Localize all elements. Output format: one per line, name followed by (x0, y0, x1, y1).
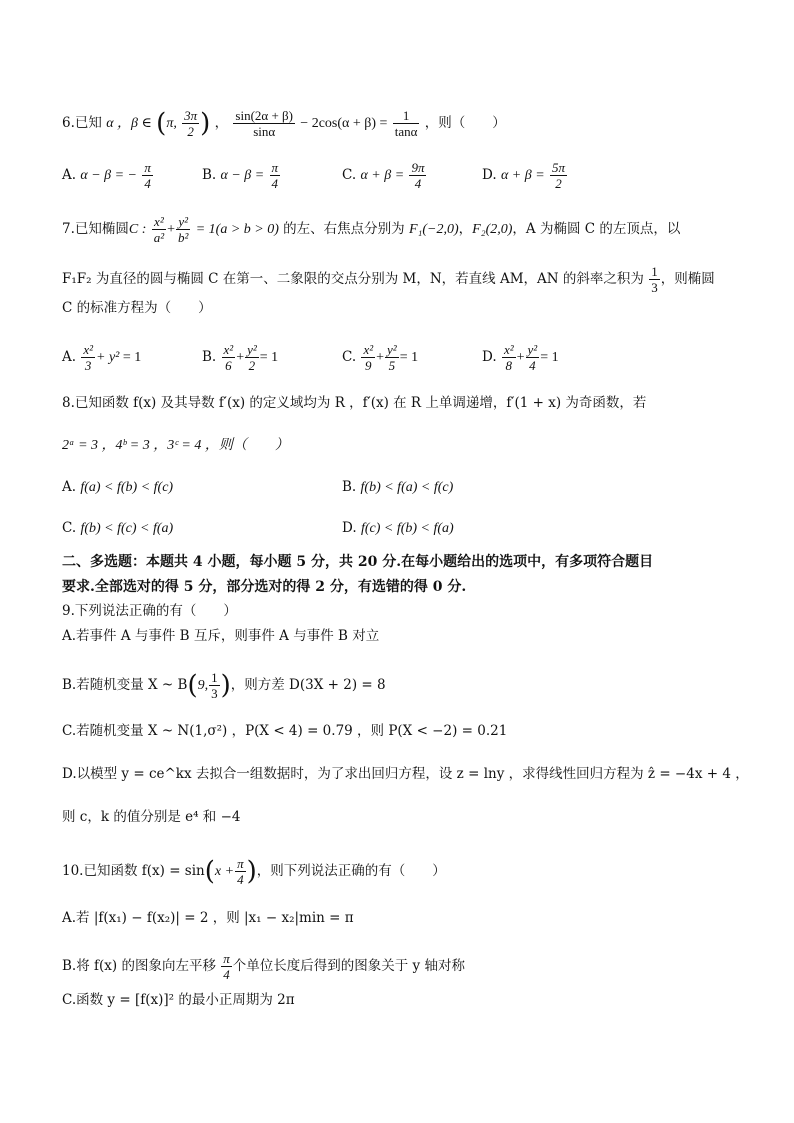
q7-options (0, 342, 794, 373)
q7-option-b[interactable]: B. $\frac{\text{x²}}{6}$ + $\frac{\text{y²}}{2}$ = 1 (202, 342, 279, 373)
q8-options-row2 (0, 518, 794, 538)
section-heading-line2: 要求.全部选对的得 5 分，部分选对的得 2 分，有选错的得 0 分. (62, 579, 467, 595)
q9-option-d-line1[interactable]: D.以模型 y = ce^kx 去拟合一组数据时，为了求出回归方程，设 z = lny ，求得线性回归方程为 ẑ = −4x + 4 ， (62, 766, 749, 782)
q6-stem: 6.已知 α ，β ∈ (π, $\frac{3\pi}{2}$ ) ， $\frac{\sin(2\alpha + \beta)}{\sin\alpha}$ − 2cos(α + β) = $\frac{1}{\tan\alpha}$ ，则（ ） (62, 108, 506, 139)
q6-option-c[interactable]: C. α + β = $\frac{9\pi}{4}$ (342, 160, 425, 191)
q7-stem-line1: 7.已知椭圆C : $\frac{\text{x²}}{\text{a²}}$ + $\frac{\text{y²}}{\text{b²}}$ = 1(a > b > 0) 的左、右焦点分别为 F₁(−2,0)，F₂(2,0)，A 为椭圆 C 的左顶点，以 (62, 214, 681, 245)
q8-option-c[interactable]: C. f(b) < f(c) < f(a) (62, 520, 174, 536)
q8-options-row1 (0, 477, 794, 497)
q8-option-d[interactable]: D. f(c) < f(b) < f(a) (342, 520, 454, 536)
section-heading-line1: 二、多选题：本题共 4 小题，每小题 5 分，共 20 分.在每小题给出的选项中，有多项符合题目 (62, 554, 654, 570)
q10-option-b[interactable]: B.将 f(x) 的图象向左平移 $\frac{\pi}{4}$ 个单位长度后得到的图象关于 y 轴对称 (62, 951, 465, 982)
q6-option-d[interactable]: D. α + β = $\frac{5\pi}{2}$ (482, 160, 565, 191)
q7-ratio-fraction: $\frac{1}{3}$ (651, 264, 658, 295)
q7-curve: C : (128, 222, 147, 237)
q6-options (0, 160, 794, 191)
q7-stem-line3: C 的标准方程为（ ） (62, 300, 212, 316)
q10-stem: 10.已知函数 f(x) = sin(x + $\frac{\pi}{4}$ )，则下列说法正确的有（ ） (62, 856, 446, 887)
q6-option-a[interactable]: A. α − β = − $\frac{\pi}{4}$ (62, 160, 151, 191)
q6-interval-fraction: $\frac{3\pi}{2}$ (184, 108, 198, 139)
q7-option-d[interactable]: D. $\frac{\text{x²}}{8}$ + $\frac{\text{y²}}{4}$ = 1 (482, 342, 559, 373)
q10-option-c[interactable]: C.函数 y = [f(x)]² 的最小正周期为 2π (62, 992, 295, 1008)
q9-option-c[interactable]: C.若随机变量 X ~ N(1,σ²) ，P(X < 4) = 0.79 ，则 P(X < −2) = 0.21 (62, 723, 508, 739)
q7-option-a[interactable]: A. $\frac{\text{x²}}{3}$ + y² = 1 (62, 342, 142, 373)
q6-cond: α ，β ∈ (106, 116, 152, 131)
q8-option-b[interactable]: B. f(b) < f(a) < f(c) (342, 479, 454, 495)
q6-lhs-fraction: $\frac{\sin(2\alpha + \beta)}{\sin\alpha}$ (235, 108, 293, 139)
q8-option-a[interactable]: A. f(a) < f(b) < f(c) (62, 479, 174, 495)
q9-stem: 9.下列说法正确的有（ ） (62, 603, 237, 619)
q9-option-b[interactable]: B.若随机变量 X ~ B(9, $\frac{1}{3}$ )，则方差 D(3X + 2) = 8 (62, 670, 386, 701)
q10-option-a[interactable]: A.若 |f(x₁) − f(x₂)| = 2 ，则 |x₁ − x₂|min = π (62, 910, 354, 926)
q7-option-c[interactable]: C. $\frac{\text{x²}}{9}$ + $\frac{\text{y²}}{5}$ = 1 (342, 342, 419, 373)
q7-stem-line2: F₁F₂ 为直径的圆与椭圆 C 在第一、二象限的交点分别为 M，N，若直线 AM，AN 的斜率之积为 $\frac{1}{3}$ ，则椭圆 (62, 264, 715, 295)
q8-stem-line1: 8.已知函数 f(x) 及其导数 f′(x) 的定义域均为 R ，f′(x) 在 R 上单调递增，f′(1 + x) 为奇函数，若 (62, 395, 647, 411)
q9-option-d-line2: 则 c，k 的值分别是 e⁴ 和 −4 (62, 809, 241, 825)
q8-stem-line2: 2ᵃ = 3 ，4ᵇ = 3 ，3ᶜ = 4 ，则（ ） (62, 438, 289, 453)
q6-rhs-fraction: $\frac{1}{\tan\alpha}$ (394, 108, 418, 139)
q6-prefix: 6.已知 (62, 115, 102, 131)
q9-option-a[interactable]: A.若事件 A 与事件 B 互斥，则事件 A 与事件 B 对立 (62, 628, 380, 644)
q6-option-b[interactable]: B. α − β = $\frac{\pi}{4}$ (202, 160, 279, 191)
